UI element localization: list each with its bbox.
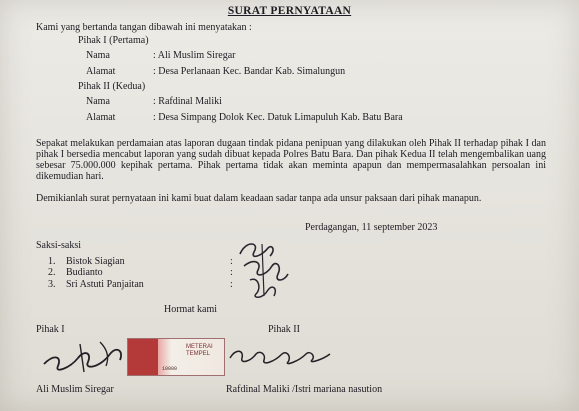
party1-heading: Pihak I (Pertama) xyxy=(78,35,149,46)
witness-1-colon: : xyxy=(230,256,233,267)
party1-address-value: : Desa Perlanaan Kec. Bandar Kab. Simalungun xyxy=(153,66,346,77)
witness-signatures-image xyxy=(232,236,302,306)
signature-party2-image xyxy=(226,340,336,370)
party2-name-label: Nama xyxy=(86,96,110,107)
witness-3-colon: : xyxy=(230,279,233,290)
witness-1-number: 1. xyxy=(48,256,56,267)
party1-name-label: Nama xyxy=(86,50,110,61)
party2-address-value: : Desa Simpang Dolok Kec. Datuk Limapuluh Kab. Batu Bara xyxy=(153,112,403,123)
closing-paragraph: Demikianlah surat pernyataan ini kami buat dalam keadaan sadar tanpa ada unsur paksaan dari pihak manapun. xyxy=(36,193,482,204)
party2-name-value: : Rafdinal Maliki xyxy=(153,96,222,107)
respect-text: Hormat kami xyxy=(164,304,218,315)
witness-1-name: Bistok Siagian xyxy=(66,256,125,267)
witness-3-number: 3. xyxy=(48,279,56,290)
place-date: Perdagangan, 11 september 2023 xyxy=(305,222,438,233)
document-title: SURAT PERNYATAAN xyxy=(227,5,352,17)
party1-name-value: : Ali Muslim Siregar xyxy=(153,50,236,61)
signature-party1-image xyxy=(40,334,140,376)
stamp-red-band xyxy=(128,339,158,375)
revenue-stamp xyxy=(127,338,225,376)
intro-text: Kami yang bertanda tangan dibawah ini menyatakan : xyxy=(36,22,252,33)
agreement-paragraph: Sepakat melakukan perdamaian atas laporan dugaan tindak pidana penipuan yang dilakukan oleh Pihak II terhadap pihak I dan pihak I bersedia mencabut laporan yang sudah dibuat kepada Polres Batu Bara. Dan pihak Kedua II telah mengembalikan uang sebesar 75.000.000 kepihak pertama. Pihak pertama tidak akan meminta apapun dan mempermasalahkan persoalan ini dikemudian hari. xyxy=(36,138,546,182)
party2-heading: Pihak II (Kedua) xyxy=(78,81,146,92)
signatory2-label: Pihak II xyxy=(268,324,300,335)
witnesses-heading: Saksi-saksi xyxy=(36,240,81,251)
signatory1-name: Ali Muslim Siregar xyxy=(36,384,114,395)
party2-address-label: Alamat xyxy=(86,112,116,123)
stamp-label: METERAI TEMPEL xyxy=(186,344,213,357)
witness-3-name: Sri Astuti Panjaitan xyxy=(66,279,144,290)
witness-2-colon: : xyxy=(230,267,233,278)
signatory2-name: Rafdinal Maliki /Istri mariana nasution xyxy=(226,384,383,395)
signatory1-label: Pihak I xyxy=(36,324,65,335)
witness-2-number: 2. xyxy=(48,267,56,278)
party1-address-label: Alamat xyxy=(86,66,116,77)
stamp-number: 10000 xyxy=(162,366,178,372)
witness-2-name: Budianto xyxy=(66,267,103,278)
